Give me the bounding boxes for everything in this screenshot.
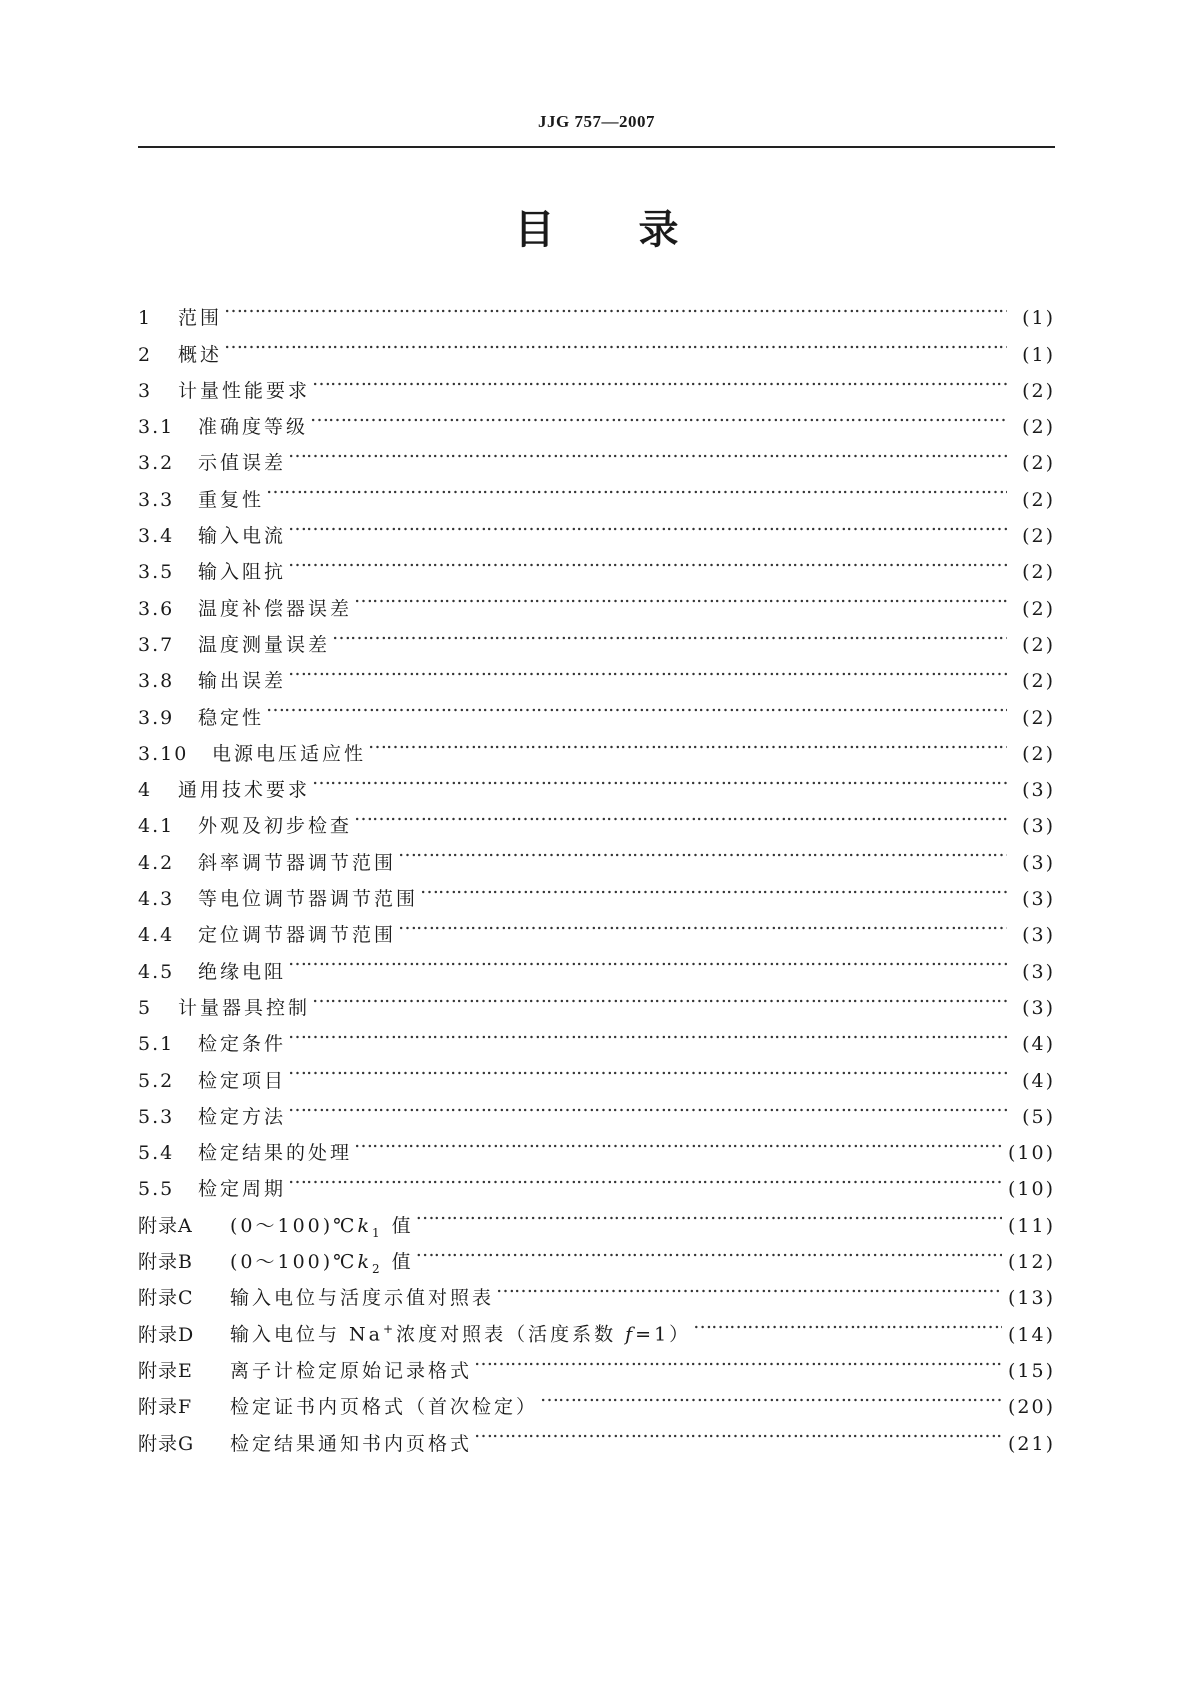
- appendix-label: 输入电位与 Na+浓度对照表（活度系数 f=1）: [230, 1322, 692, 1346]
- toc-entry-number: 3: [138, 379, 153, 402]
- appendix-number: 附录B: [138, 1251, 193, 1274]
- toc-entry-label: 检定方法: [198, 1105, 287, 1128]
- appendix-page: (20): [1007, 1396, 1055, 1419]
- toc-entry-label: 输入电流: [198, 525, 287, 548]
- leader-dots: [288, 433, 1007, 469]
- toc-entry-label: 外观及初步检查: [198, 815, 353, 838]
- leader-dots: [354, 1123, 1002, 1159]
- leader-dots: [224, 324, 1007, 360]
- toc-entry-label: 温度测量误差: [198, 633, 331, 656]
- leader-dots: [288, 651, 1007, 687]
- appendix-page: (21): [1007, 1432, 1055, 1455]
- toc-entry[interactable]: [138, 506, 1055, 548]
- toc-entry-page: (3): [1022, 888, 1055, 911]
- appendix-number: 附录E: [138, 1359, 193, 1382]
- toc-entry-number: 3.7: [138, 633, 175, 656]
- appendix-number: 附录C: [138, 1287, 194, 1310]
- toc-entry-number: 5.1: [138, 1033, 175, 1056]
- leader-dots: [354, 796, 1007, 832]
- toc-entry-page: (2): [1022, 488, 1055, 511]
- leader-dots: [354, 578, 1007, 614]
- leader-dots: [312, 760, 1007, 796]
- leader-dots: [398, 832, 1007, 868]
- leader-dots: [224, 288, 1007, 324]
- leader-dots: [288, 941, 1007, 977]
- toc-entry-number: 2: [138, 343, 153, 366]
- toc-entry-page: (2): [1022, 670, 1055, 693]
- toc-entry-number: 3.2: [138, 452, 175, 475]
- leader-dots: [332, 615, 1007, 651]
- toc-entry-label: 范围: [178, 307, 223, 330]
- toc-entry-number: 3.6: [138, 597, 175, 620]
- toc-entry-number: 5.3: [138, 1105, 175, 1128]
- toc-entry-page: (3): [1022, 815, 1055, 838]
- leader-dots: [288, 1014, 1007, 1050]
- appendix-label: 输入电位与活度示值对照表: [230, 1287, 495, 1310]
- appendix-label: $(0\sim 100)℃k_1$ 值: [230, 1214, 414, 1240]
- toc-entry-page: (5): [1022, 1105, 1055, 1128]
- toc-entry[interactable]: [138, 288, 1055, 330]
- leader-dots: [288, 506, 1007, 542]
- toc-entry-label: 输出误差: [198, 670, 287, 693]
- toc-entry-page: (4): [1022, 1069, 1055, 1092]
- leader-dots: [398, 905, 1007, 941]
- toc-entry-number: 4.2: [138, 851, 175, 874]
- leader-dots: [540, 1377, 1002, 1413]
- toc-entry-page: (10): [1007, 1142, 1055, 1165]
- toc-entry-label: 绝缘电阻: [198, 960, 287, 983]
- toc-entry-label: 计量性能要求: [178, 379, 311, 402]
- toc-entry-number: 3.5: [138, 561, 175, 584]
- toc-entry-page: (3): [1022, 924, 1055, 947]
- appendix-number: 附录G: [138, 1432, 195, 1455]
- appendix-label: 检定证书内页格式（首次检定）: [230, 1396, 539, 1419]
- toc-entry-number: 3.10: [138, 742, 189, 765]
- toc-entry-page: (2): [1022, 416, 1055, 439]
- toc-entry-page: (2): [1022, 452, 1055, 475]
- toc-entry-label: 概述: [178, 343, 223, 366]
- toc-entry-label: 斜率调节器调节范围: [198, 851, 397, 874]
- toc-entry-label: 检定周期: [198, 1178, 287, 1201]
- toc-entry-number: 4.4: [138, 924, 175, 947]
- leader-dots: [474, 1413, 1002, 1449]
- leader-dots: [288, 1050, 1007, 1086]
- table-of-contents: [138, 288, 1055, 1455]
- appendix-number: 附录F: [138, 1396, 193, 1419]
- toc-entry-label: 检定项目: [198, 1069, 287, 1092]
- toc-entry-number: 5.4: [138, 1142, 175, 1165]
- toc-entry-page: (3): [1022, 779, 1055, 802]
- toc-entry-page: (1): [1022, 343, 1055, 366]
- toc-entry-page: (3): [1022, 960, 1055, 983]
- appendix-label: 离子计检定原始记录格式: [230, 1359, 473, 1382]
- toc-entry-page: (10): [1007, 1178, 1055, 1201]
- leader-dots: [693, 1304, 1002, 1340]
- appendix-page: (14): [1007, 1323, 1055, 1346]
- leader-dots: [310, 397, 1007, 433]
- toc-entry-page: (4): [1022, 1033, 1055, 1056]
- toc-entry-label: 等电位调节器调节范围: [198, 888, 419, 911]
- leader-dots: [266, 687, 1007, 723]
- toc-entry[interactable]: [138, 724, 1055, 765]
- toc-entry-label: 计量器具控制: [178, 996, 311, 1019]
- page-title: 目 录: [514, 207, 679, 253]
- toc-entry-number: 5: [138, 996, 153, 1019]
- toc-entry[interactable]: [138, 361, 1055, 402]
- leader-dots: [416, 1195, 1002, 1231]
- toc-entry-number: 3.1: [138, 416, 175, 439]
- leader-dots: [496, 1268, 1002, 1304]
- toc-entry[interactable]: [138, 687, 1055, 729]
- toc-entry-page: (1): [1022, 307, 1055, 330]
- toc-entry-label: 检定条件: [198, 1033, 287, 1056]
- leader-dots: [474, 1341, 1002, 1377]
- leader-dots: [288, 542, 1007, 578]
- toc-entry-number: 1: [138, 307, 153, 330]
- toc-entry-label: 温度补偿器误差: [198, 597, 353, 620]
- toc-entry[interactable]: [138, 324, 1055, 366]
- appendix-page: (11): [1007, 1214, 1055, 1237]
- appendix-number: 附录A: [138, 1214, 193, 1237]
- document-code-header: JJG 757—2007: [538, 112, 655, 131]
- toc-entry-label: 定位调节器调节范围: [198, 924, 397, 947]
- appendix-number: 附录D: [138, 1323, 195, 1346]
- toc-entry-number: 4: [138, 779, 153, 802]
- appendix-page: (12): [1007, 1251, 1055, 1274]
- toc-entry-label: 重复性: [198, 488, 265, 511]
- toc-entry-page: (3): [1022, 851, 1055, 874]
- toc-entry-number: 4.1: [138, 815, 175, 838]
- appendix-label: 检定结果通知书内页格式: [230, 1432, 473, 1455]
- leader-dots: [368, 724, 1007, 760]
- toc-entry-page: (2): [1022, 561, 1055, 584]
- leader-dots: [416, 1232, 1002, 1268]
- toc-entry-number: 5.5: [138, 1178, 175, 1201]
- toc-entry-number: 3.8: [138, 670, 175, 693]
- toc-entry-label: 稳定性: [198, 706, 265, 729]
- toc-entry-label: 输入阻抗: [198, 561, 287, 584]
- leader-dots: [312, 361, 1007, 397]
- toc-entry-number: 3.4: [138, 525, 175, 548]
- leader-dots: [266, 469, 1007, 505]
- toc-entry[interactable]: [138, 469, 1055, 511]
- toc-entry-label: 电源电压适应性: [212, 742, 367, 765]
- appendix-page: (15): [1007, 1359, 1055, 1382]
- leader-dots: [420, 869, 1007, 905]
- toc-entry-label: 准确度等级: [198, 416, 309, 439]
- toc-entry-page: (2): [1022, 706, 1055, 729]
- toc-entry-label: 通用技术要求: [178, 779, 311, 802]
- toc-entry-label: 示值误差: [198, 452, 287, 475]
- toc-entry-number: 3.3: [138, 488, 175, 511]
- appendix-label: $(0\sim 100)℃k_2$ 值: [230, 1251, 414, 1276]
- toc-entry-number: 4.3: [138, 888, 175, 911]
- appendix-page: (13): [1007, 1287, 1055, 1310]
- leader-dots: [288, 1087, 1007, 1123]
- toc-entry-page: (2): [1022, 633, 1055, 656]
- toc-entry-page: (3): [1022, 996, 1055, 1019]
- toc-entry-number: 4.5: [138, 960, 175, 983]
- toc-entry-page: (2): [1022, 597, 1055, 620]
- leader-dots: [288, 1159, 1002, 1195]
- header-rule: [138, 146, 1055, 148]
- toc-entry-label: 检定结果的处理: [198, 1142, 353, 1165]
- toc-entry-number: 5.2: [138, 1069, 175, 1092]
- toc-entry-number: 3.9: [138, 706, 175, 729]
- toc-entry-page: (2): [1022, 742, 1055, 765]
- leader-dots: [312, 978, 1007, 1014]
- toc-entry-page: (2): [1022, 525, 1055, 548]
- toc-entry-page: (2): [1022, 379, 1055, 402]
